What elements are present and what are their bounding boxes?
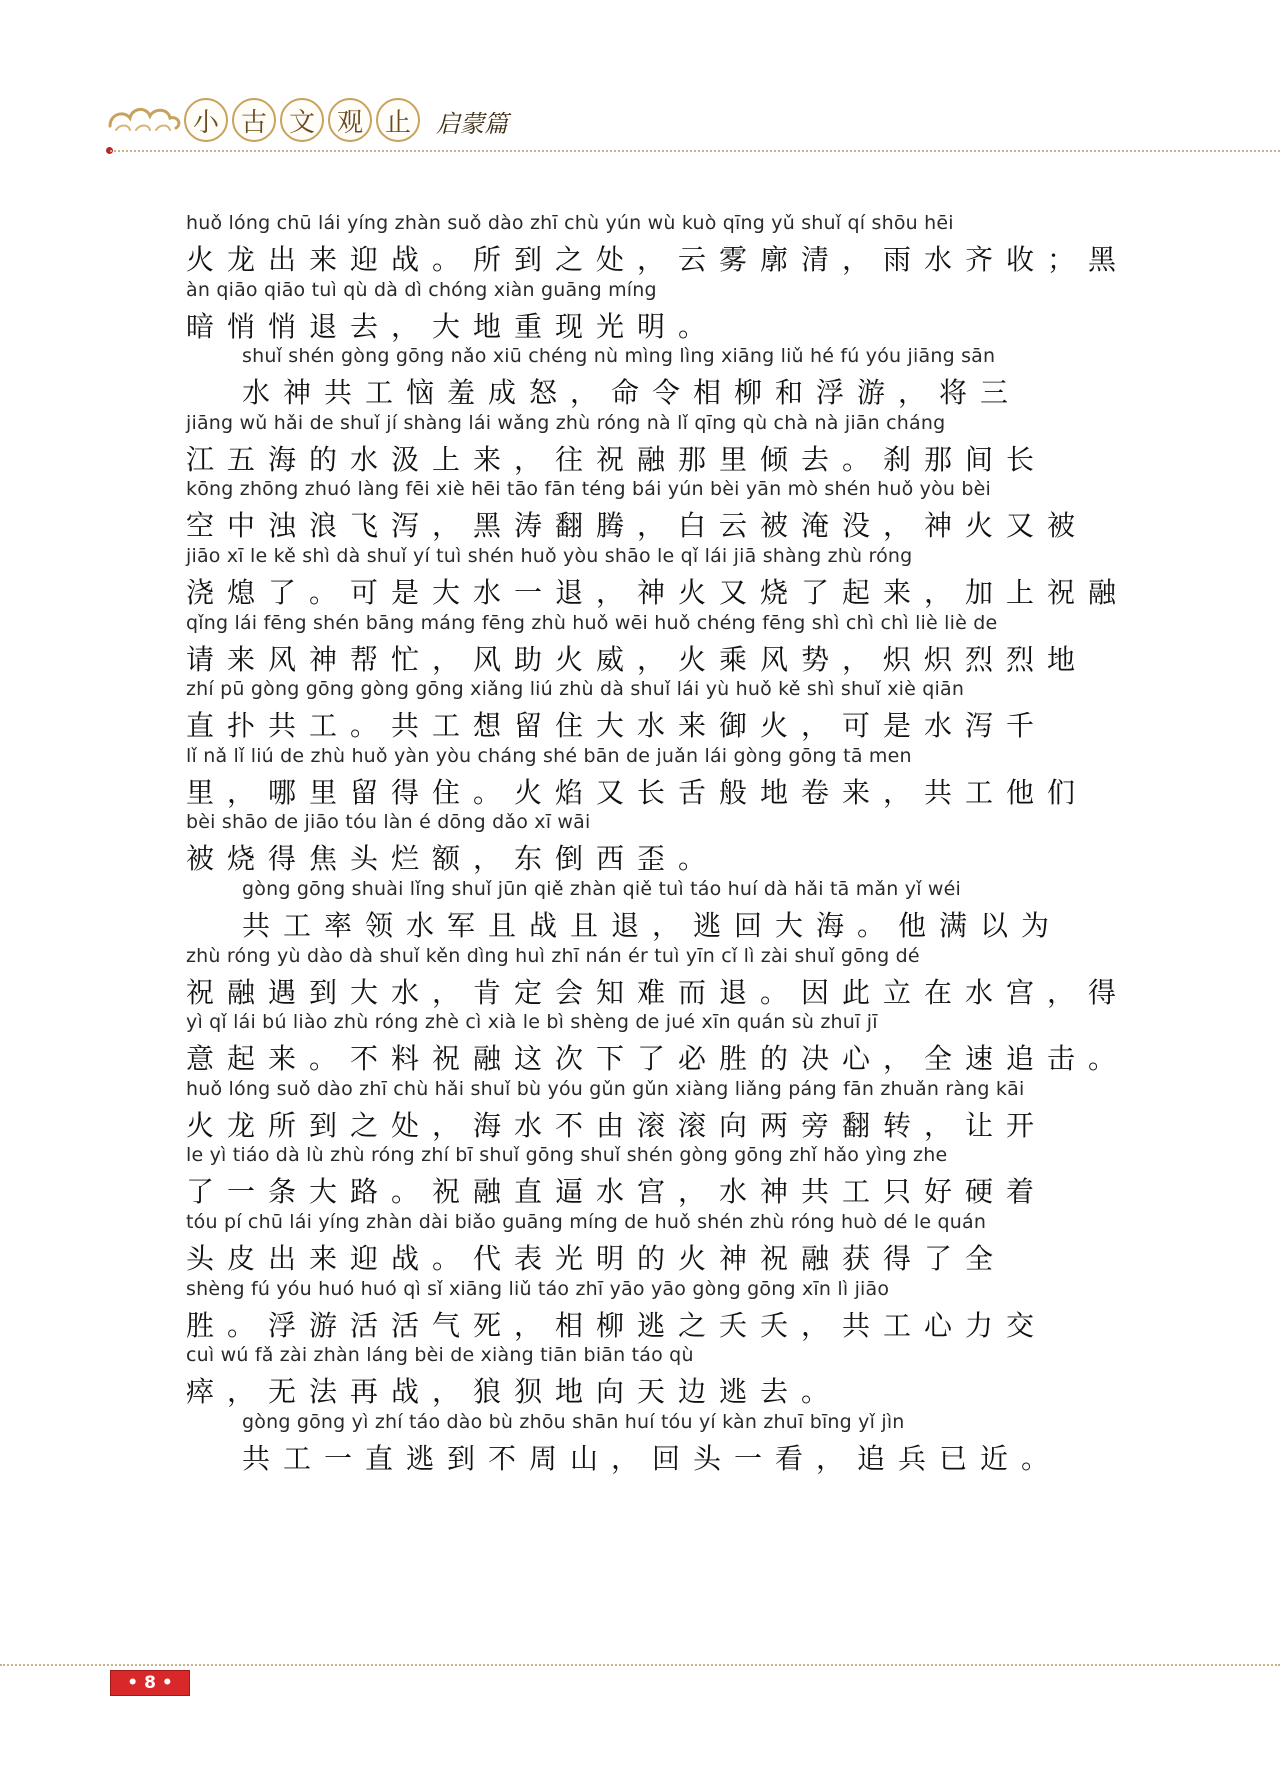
text-line xyxy=(242,345,1086,417)
hanzi-line: 共工一直逃到不周山，回头一看，追兵已近。 xyxy=(242,1441,1063,1475)
pinyin-line: huǒ lóng suǒ dào zhī chù hǎi shuǐ bù yóu gǔn gǔn xiàng liǎng páng fān zhuǎn ràng kāi xyxy=(186,1077,1025,1100)
title-char: 文 xyxy=(280,98,324,142)
pinyin-line: jiāng wǔ hǎi de shuǐ jí shàng lái wǎng zhù róng nà lǐ qīng qù chà nà jiān cháng xyxy=(186,411,946,434)
hanzi-line: 请来风神帮忙，风助火威，火乘风势，炽炽烈烈地 xyxy=(186,642,1089,676)
pinyin-line: shèng fú yóu huó huó qì sǐ xiāng liǔ táo zhī yāo yāo gòng gōng xīn lì jiāo xyxy=(186,1277,890,1300)
hanzi-line: 瘁，无法再战，狼狈地向天边逃去。 xyxy=(186,1375,843,1409)
pinyin-line: qǐng lái fēng shén bāng máng fēng zhù huǒ wēi huǒ chéng fēng shì chì chì liè liè de xyxy=(186,611,998,634)
hanzi-line: 火龙出来迎战。所到之处，云雾廓清，雨水齐收；黑 xyxy=(186,243,1130,276)
text-line xyxy=(186,1344,1086,1416)
hanzi-line: 祝融遇到大水，肯定会知难而退。因此立在水宫，得 xyxy=(186,975,1130,1009)
text-line xyxy=(242,1411,1086,1483)
footer-divider xyxy=(0,1664,1280,1666)
title-char: 止 xyxy=(376,98,420,142)
pinyin-line: le yì tiáo dà lù zhù róng zhí bī shuǐ gōng shuǐ shén gòng gōng zhǐ hǎo yìng zhe xyxy=(186,1144,948,1167)
pinyin-line: cuì wú fǎ zài zhàn láng bèi de xiàng tiān biān táo qù xyxy=(186,1344,694,1367)
pinyin-line: àn qiāo qiāo tuì qù dà dì chóng xiàn guāng míng xyxy=(186,278,657,301)
text-line xyxy=(186,412,1086,484)
pinyin-line: jiāo xī le kě shì dà shuǐ yí tuì shén huǒ yòu shāo le qǐ lái jiā shàng zhù róng xyxy=(186,545,913,567)
title-char: 古 xyxy=(232,98,276,142)
text-line xyxy=(186,279,1086,351)
pinyin-line: zhí pū gòng gōng gòng gōng xiǎng liú zhù dà shuǐ lái yù huǒ kě shì shuǐ xiè qiān xyxy=(186,678,965,701)
text-line xyxy=(186,944,1130,1017)
header-divider xyxy=(110,150,1280,152)
hanzi-line: 浇熄了。可是大水一退，神火又烧了起来，加上祝融 xyxy=(186,576,1130,609)
pinyin-line: gòng gōng yì zhí táo dào bù zhōu shān huí tóu yí kàn zhuī bīng yǐ jìn xyxy=(242,1410,905,1433)
pinyin-line: lǐ nǎ lǐ liú de zhù huǒ yàn yòu cháng shé bān de juǎn lái gòng gōng tā men xyxy=(186,744,912,767)
hanzi-line: 共工率领水军且战且退，逃回大海。他满以为 xyxy=(242,909,1063,942)
text-line xyxy=(186,1144,1086,1216)
hanzi-line: 了一条大路。祝融直逼水宫，水神共工只好硬着 xyxy=(186,1175,1048,1209)
pinyin-line: huǒ lóng chū lái yíng zhàn suǒ dào zhī chù yún wù kuò qīng yǔ shuǐ qí shōu hēi xyxy=(186,212,954,234)
text-line xyxy=(186,744,1089,817)
pinyin-line: kōng zhōng zhuó làng fēi xiè hēi tāo fān téng bái yún bèi yān mò shén huǒ yòu bèi xyxy=(186,478,992,501)
pinyin-line: bèi shāo de jiāo tóu làn é dōng dǎo xī wāi xyxy=(186,811,591,834)
pinyin-line: shuǐ shén gòng gōng nǎo xiū chéng nù mìng lìng xiāng liǔ hé fú yóu jiāng sān xyxy=(242,345,996,368)
pinyin-line: tóu pí chū lái yíng zhàn dài biǎo guāng míng de huǒ shén zhù róng huò dé le quán xyxy=(186,1211,987,1233)
pinyin-line: gòng gōng shuài lǐng shuǐ jūn qiě zhàn qiě tuì táo huí dà hǎi tā mǎn yǐ wéi xyxy=(242,878,962,900)
hanzi-line: 江五海的水汲上来，往祝融那里倾去。刹那间长 xyxy=(186,442,1048,476)
text-line xyxy=(186,478,1089,550)
pinyin-line: zhù róng yù dào dà shuǐ kěn dìng huì zhī nán ér tuì yīn cǐ lì zài shuǐ gōng dé xyxy=(186,944,920,967)
text-line xyxy=(186,1211,1086,1283)
text-line xyxy=(186,1078,1086,1150)
text-line xyxy=(186,811,1086,883)
hanzi-line: 胜。浮游活活气死，相柳逃之夭夭，共工心力交 xyxy=(186,1308,1048,1342)
hanzi-line: 意起来。不料祝融这次下了必胜的决心，全速追击。 xyxy=(186,1042,1130,1076)
title-char: 小 xyxy=(184,98,228,142)
book-title xyxy=(184,98,424,142)
hanzi-line: 水神共工恼羞成怒，命令相柳和浮游，将三 xyxy=(242,376,1022,410)
page-header xyxy=(0,0,1280,170)
hanzi-line: 被烧得焦头烂额，东倒西歪。 xyxy=(186,842,720,876)
text-line xyxy=(186,678,1086,750)
title-char: 观 xyxy=(328,98,372,142)
hanzi-line: 暗悄悄退去，大地重现光明。 xyxy=(186,309,720,343)
hanzi-line: 直扑共工。共工想留住大水来御火，可是水泻千 xyxy=(186,709,1048,743)
hanzi-line: 里，哪里留得住。火焰又长舌般地卷来，共工他们 xyxy=(186,775,1089,809)
book-subtitle: 启蒙篇 xyxy=(436,110,508,138)
hanzi-line: 头皮出来迎战。代表光明的火神祝融获得了全 xyxy=(186,1242,1007,1275)
text-line xyxy=(186,611,1089,684)
cloud-ornament-icon xyxy=(106,96,184,142)
text-line xyxy=(186,1278,1086,1350)
pinyin-line: yì qǐ lái bú liào zhù róng zhè cì xià le bì shèng de jué xīn quán sù zhuī jī xyxy=(186,1011,878,1034)
hanzi-line: 空中浊浪飞泻，黑涛翻腾，白云被淹没，神火又被 xyxy=(186,509,1089,543)
hanzi-line: 火龙所到之处，海水不由滚滚向两旁翻转，让开 xyxy=(186,1108,1048,1142)
page-number-badge: • 8 • xyxy=(110,1670,190,1696)
text-line xyxy=(186,1011,1130,1083)
text-line xyxy=(186,545,1130,617)
text-line xyxy=(186,212,1130,284)
text-line xyxy=(242,878,1086,950)
